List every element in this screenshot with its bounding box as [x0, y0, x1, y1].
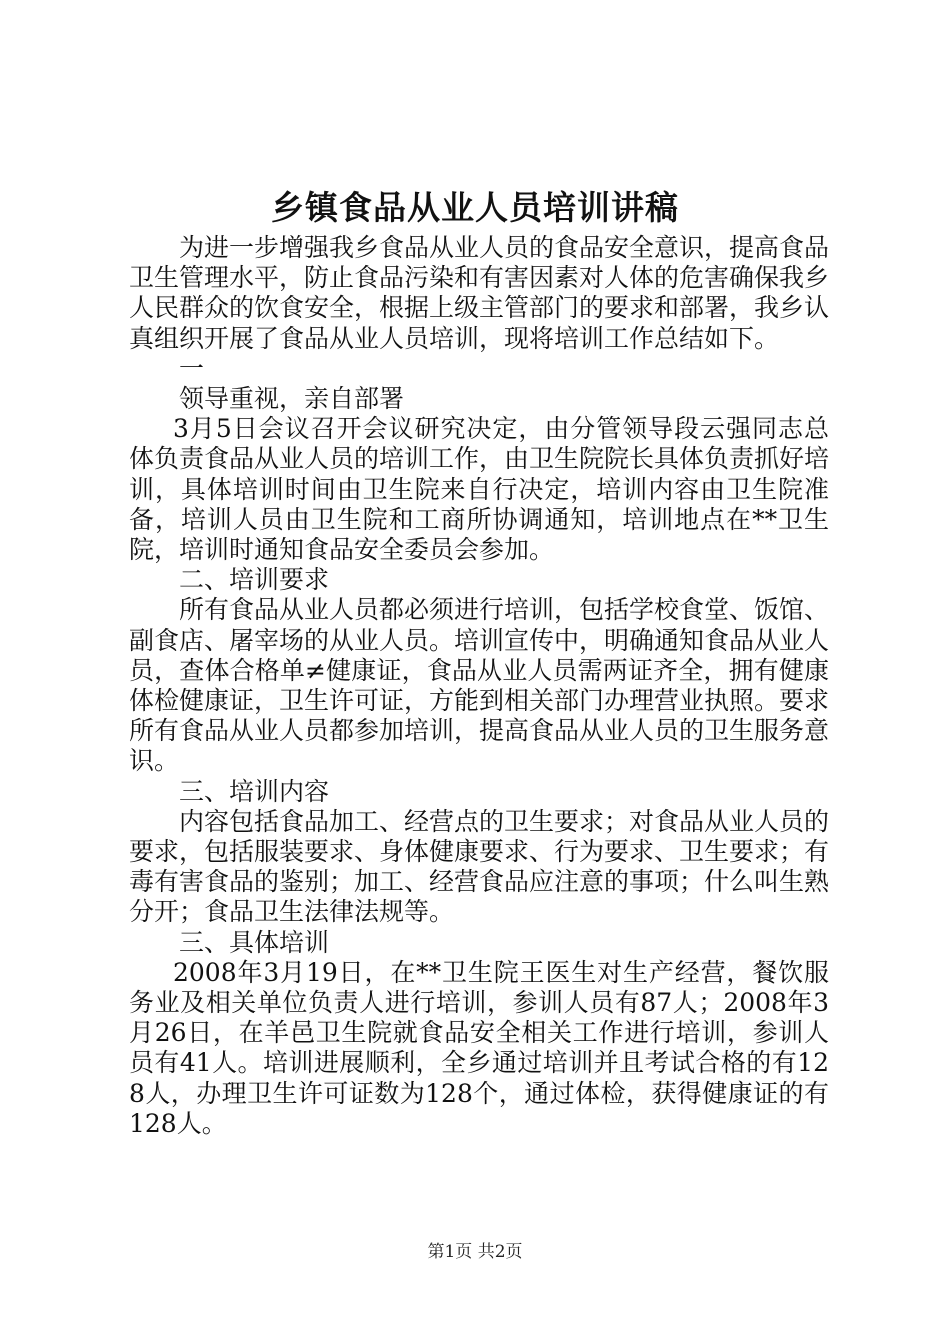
document-body	[129, 233, 829, 1139]
section-heading-number: 一	[179, 353, 205, 383]
intro-paragraph: 为进一步增强我乡食品从业人员的食品安全意识，提高食品卫生管理水平，防止食品污染和有害因素对人体的危害确保我乡人民群众的饮食安全，根据上级主管部门的要求和部署，我乡认真组织开展了食品从业人员培训，现将培训工作总结如下。	[129, 233, 830, 353]
section-paragraph: 3月5日会议召开会议研究决定，由分管领导段云强同志总体负责食品从业人员的培训工作，由卫生院院长具体负责抓好培训，具体培训时间由卫生院来自行决定，培训内容由卫生院准备，培训人员由卫生院和工商所协调通知，培训地点在**卫生院，培训时通知食品安全委员会参加。	[129, 414, 830, 565]
section-heading: 二、培训要求	[179, 565, 330, 595]
section-paragraph: 2008年3月19日，在**卫生院王医生对生产经营，餐饮服务业及相关单位负责人进行培训，参训人员有87人；2008年3月26日，在羊邑卫生院就食品安全相关工作进行培训，参训人员有41人。培训进展顺利，全乡通过培训并且考试合格的有128人，办理卫生许可证数为128个，通过体检，获得健康证的有128人。	[129, 957, 829, 1138]
section-paragraph: 内容包括食品加工、经营点的卫生要求；对食品从业人员的要求，包括服装要求、身体健康要求、行为要求、卫生要求；有毒有害食品的鉴别；加工、经营食品应注意的事项；什么叫生熟分开；食品卫生法律法规等。	[129, 806, 830, 927]
document-title: 乡镇食品从业人员培训讲稿	[271, 188, 679, 227]
section-paragraph: 所有食品从业人员都必须进行培训，包括学校食堂、饭馆、副食店、屠宰场的从业人员。培训宣传中，明确通知食品从业人员，查体合格单≠健康证，食品从业人员需两证齐全，拥有健康体检健康证，卫生许可证，方能到相关部门办理营业执照。要求所有食品从业人员都参加培训，提高食品从业人员的卫生服务意识。	[129, 595, 830, 776]
section-heading-title: 领导重视，亲自部署	[179, 384, 405, 414]
section-heading: 三、培训内容	[179, 776, 330, 806]
section-heading: 三、具体培训	[179, 927, 330, 957]
page-footer: 第1页 共2页	[427, 1242, 523, 1262]
